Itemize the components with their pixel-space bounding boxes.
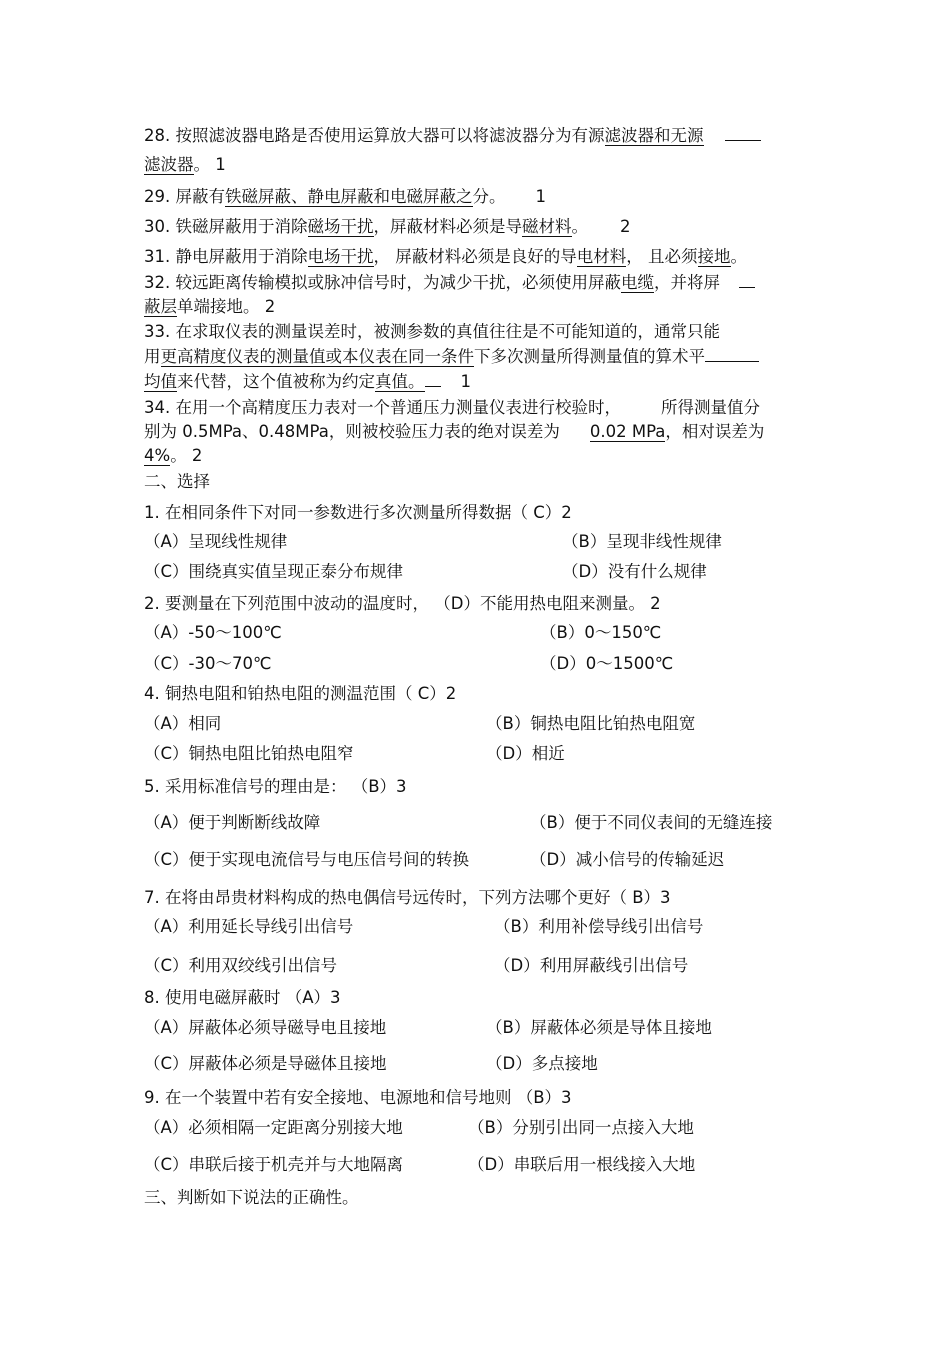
choice-question-8: 8. 使用电磁屏蔽时 （A）3 <box>144 988 341 1007</box>
option-b: （B）分别引出同一点接入大地 <box>468 1118 694 1137</box>
question-33-line2: 用更高精度仪表的测量值或本仪表在同一条件下多次测量所得测量值的算术平 <box>144 346 759 368</box>
choice-question-4: 4. 铜热电阻和铂热电阻的测温范围（ C）2 <box>144 684 457 703</box>
answer-blank <box>725 126 761 141</box>
option-a: （A）便于判断断线故障 <box>144 813 321 832</box>
option-b: （B）呈现非线性规律 <box>562 532 722 551</box>
question-34-line3: 4%。 2 <box>144 446 203 465</box>
question-33-line1: 33. 在求取仪表的测量误差时，被测参数的真值往往是不可能知道的，通常只能 <box>144 322 720 341</box>
option-b: （B）屏蔽体必须是导体且接地 <box>486 1018 712 1037</box>
option-b: （B）铜热电阻比铂热电阻宽 <box>486 714 696 733</box>
choice-question-1: 1. 在相同条件下对同一参数进行多次测量所得数据（ C）2 <box>144 503 572 522</box>
question-34-line1: 34. 在用一个高精度压力表对一个普通压力测量仪表进行校验时， 所得测量值分 <box>144 398 760 417</box>
answer-blank <box>705 347 759 362</box>
option-d: （D）利用屏蔽线引出信号 <box>494 956 689 975</box>
question-31: 31. 静电屏蔽用于消除电场干扰， 屏蔽材料必须是良好的导电材料， 且必须接地。 <box>144 247 747 266</box>
question-33-line3: 均值来代替，这个值被称为约定真值。 1 <box>144 372 471 391</box>
option-d: （D）0～1500℃ <box>540 654 674 673</box>
option-c: （C）铜热电阻比铂热电阻窄 <box>144 744 354 763</box>
question-34-line2: 别为 0.5MPa、0.48MPa，则被校验压力表的绝对误差为 0.02 MPa，相对误差为 <box>144 422 765 441</box>
option-a: （A）必须相隔一定距离分别接大地 <box>144 1118 403 1137</box>
choice-question-2: 2. 要测量在下列范围中波动的温度时， （D）不能用热电阻来测量。 2 <box>144 594 661 613</box>
question-28-line2: 滤波器。 1 <box>144 155 226 174</box>
option-a: （A）屏蔽体必须导磁导电且接地 <box>144 1018 387 1037</box>
option-a: （A）呈现线性规律 <box>144 532 288 551</box>
question-32-line2: 蔽层单端接地。 2 <box>144 297 276 316</box>
option-d: （D）多点接地 <box>486 1054 598 1073</box>
option-b: （B）便于不同仪表间的无缝连接 <box>530 813 773 832</box>
question-29: 29. 屏蔽有铁磁屏蔽、静电屏蔽和电磁屏蔽之分。 1 <box>144 187 546 206</box>
option-c: （C）便于实现电流信号与电压信号间的转换 <box>144 850 470 869</box>
option-c: （C）围绕真实值呈现正泰分布规律 <box>144 562 404 581</box>
choice-question-5: 5. 采用标准信号的理由是： （B）3 <box>144 777 407 796</box>
option-d: （D）相近 <box>486 744 565 763</box>
choice-question-9: 9. 在一个装置中若有安全接地、电源地和信号地则 （B）3 <box>144 1088 572 1107</box>
section-heading-choice: 二、选择 <box>144 472 210 491</box>
section-heading-judgement: 三、判断如下说法的正确性。 <box>144 1188 359 1207</box>
choice-question-7: 7. 在将由昂贵材料构成的热电偶信号远传时，下列方法哪个更好（ B）3 <box>144 888 671 907</box>
option-a: （A）相同 <box>144 714 222 733</box>
option-c: （C）利用双绞线引出信号 <box>144 956 338 975</box>
question-32-line1: 32. 较远距离传输模拟或脉冲信号时，为减少干扰，必须使用屏蔽电缆，并将屏 <box>144 272 755 294</box>
answer-blank <box>739 273 755 288</box>
option-b: （B）利用补偿导线引出信号 <box>494 917 704 936</box>
option-c: （C）屏蔽体必须是导磁体且接地 <box>144 1054 387 1073</box>
option-a: （A）利用延长导线引出信号 <box>144 917 354 936</box>
question-28-line1: 28. 按照滤波器电路是否使用运算放大器可以将滤波器分为有源滤波器和无源 <box>144 125 761 147</box>
option-b: （B）0～150℃ <box>540 623 662 642</box>
option-c: （C）-30～70℃ <box>144 654 272 673</box>
answer-blank <box>425 372 441 387</box>
option-d: （D）减小信号的传输延迟 <box>530 850 725 869</box>
option-c: （C）串联后接于机壳并与大地隔离 <box>144 1155 404 1174</box>
option-a: （A）-50～100℃ <box>144 623 282 642</box>
option-d: （D）没有什么规律 <box>562 562 707 581</box>
question-30: 30. 铁磁屏蔽用于消除磁场干扰，屏蔽材料必须是导磁材料。 2 <box>144 217 631 236</box>
option-d: （D）串联后用一根线接入大地 <box>468 1155 696 1174</box>
